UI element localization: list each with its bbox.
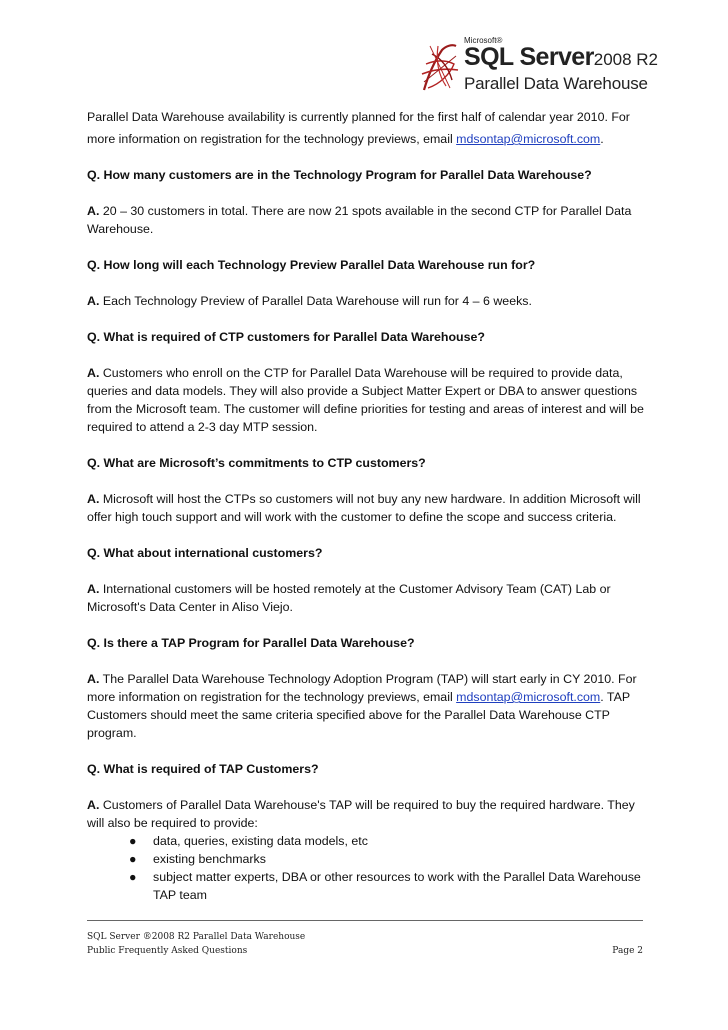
intro-line-1: Parallel Data Warehouse availability is currently planned for the first half of calendar year 2010. For	[87, 110, 630, 124]
answer	[87, 292, 647, 310]
list-item-text: data, queries, existing data models, etc	[153, 834, 368, 848]
logo-version: 2008 R2	[593, 50, 659, 69]
answer-text: Customers of Parallel Data Warehouse's TAP will be required to buy the required hardware. They will also be required to provide:	[87, 798, 635, 830]
question: Q. What is required of CTP customers for Parallel Data Warehouse?	[87, 330, 485, 344]
question: Q. What about international customers?	[87, 546, 323, 560]
list-item-text: subject matter experts, DBA or other resources to work with the Parallel Data Warehouse TAP team	[153, 870, 641, 902]
answer	[87, 364, 647, 436]
answer	[87, 580, 647, 616]
answer	[87, 202, 647, 238]
answer-label: A.	[87, 672, 100, 686]
document-body	[87, 108, 647, 904]
list-item	[129, 832, 647, 850]
list-item-text: existing benchmarks	[153, 852, 266, 866]
answer-label: A.	[87, 492, 100, 506]
logo-microsoft: Microsoft®	[464, 36, 503, 45]
logo-sql-server	[464, 43, 658, 72]
logo-sql-server-text: SQL Server	[464, 43, 594, 71]
answer-text: Each Technology Preview of Parallel Data Warehouse will run for 4 – 6 weeks.	[99, 294, 532, 308]
answer-label: A.	[87, 798, 100, 812]
footer-divider	[87, 920, 643, 921]
intro-line-2-text: more information on registration for the technology previews, email	[87, 132, 457, 146]
intro-line-2-suffix: .	[600, 132, 604, 146]
answer-text: International customers will be hosted remotely at the Customer Advisory Team (CAT) Lab or Microsoft's Data Center in Aliso Viejo.	[87, 582, 611, 614]
intro-line-2	[87, 130, 647, 148]
bullet-icon: ●	[129, 834, 137, 848]
question: Q. What is required of TAP Customers?	[87, 762, 319, 776]
answer-text-continued: . TAP Customers should meet the same criteria specified above for the Parallel Data Warehouse CTP program.	[87, 690, 630, 740]
question: Q. Is there a TAP Program for Parallel Data Warehouse?	[87, 636, 415, 650]
bullet-icon: ●	[129, 870, 137, 884]
footer-subtitle: Public Frequently Asked Questions	[87, 946, 248, 956]
footer-title: SQL Server ®2008 R2 Parallel Data Warehouse	[87, 932, 306, 942]
email-link[interactable]: mdsontap@microsoft.com	[456, 690, 601, 704]
answer-label: A.	[87, 294, 100, 308]
answer-label: A.	[87, 582, 100, 596]
question: Q. How many customers are in the Technology Program for Parallel Data Warehouse?	[87, 168, 592, 182]
list-item	[129, 850, 647, 868]
logo-product: Parallel Data Warehouse	[464, 74, 648, 93]
answer-label: A.	[87, 366, 100, 380]
answer-text: Microsoft will host the CTPs so customers will not buy any new hardware. In addition Microsoft will offer high touch support and will work with the customer to define the scope and success criteria.	[87, 492, 641, 524]
intro-paragraph	[87, 108, 647, 148]
answer-text: The Parallel Data Warehouse Technology Adoption Program (TAP) will start early in CY 2010. For more information on registration for the technology previews, email	[87, 672, 637, 704]
page-number: Page 2	[612, 946, 643, 956]
answer-text: Customers who enroll on the CTP for Parallel Data Warehouse will be required to provide data, queries and data models. They will also provide a Subject Matter Expert or DBA to answer questions from the Microsoft team. The customer will define priorities for testing and areas of interest and will be required to attend a 2-3 day MTP session.	[87, 366, 644, 434]
requirements-list	[87, 832, 647, 904]
answer	[87, 670, 647, 742]
question: Q. How long will each Technology Preview Parallel Data Warehouse run for?	[87, 258, 536, 272]
sql-server-logo-icon	[420, 40, 460, 92]
sql-server-logo	[420, 36, 659, 98]
answer-text: 20 – 30 customers in total. There are now 21 spots available in the second CTP for Parallel Data Warehouse.	[87, 204, 632, 236]
answer	[87, 490, 647, 526]
list-item	[129, 868, 647, 904]
page-footer	[87, 930, 643, 958]
bullet-icon: ●	[129, 852, 137, 866]
email-link[interactable]: mdsontap@microsoft.com	[456, 132, 601, 146]
answer	[87, 796, 647, 832]
answer-label: A.	[87, 204, 100, 218]
question: Q. What are Microsoft’s commitments to CTP customers?	[87, 456, 426, 470]
